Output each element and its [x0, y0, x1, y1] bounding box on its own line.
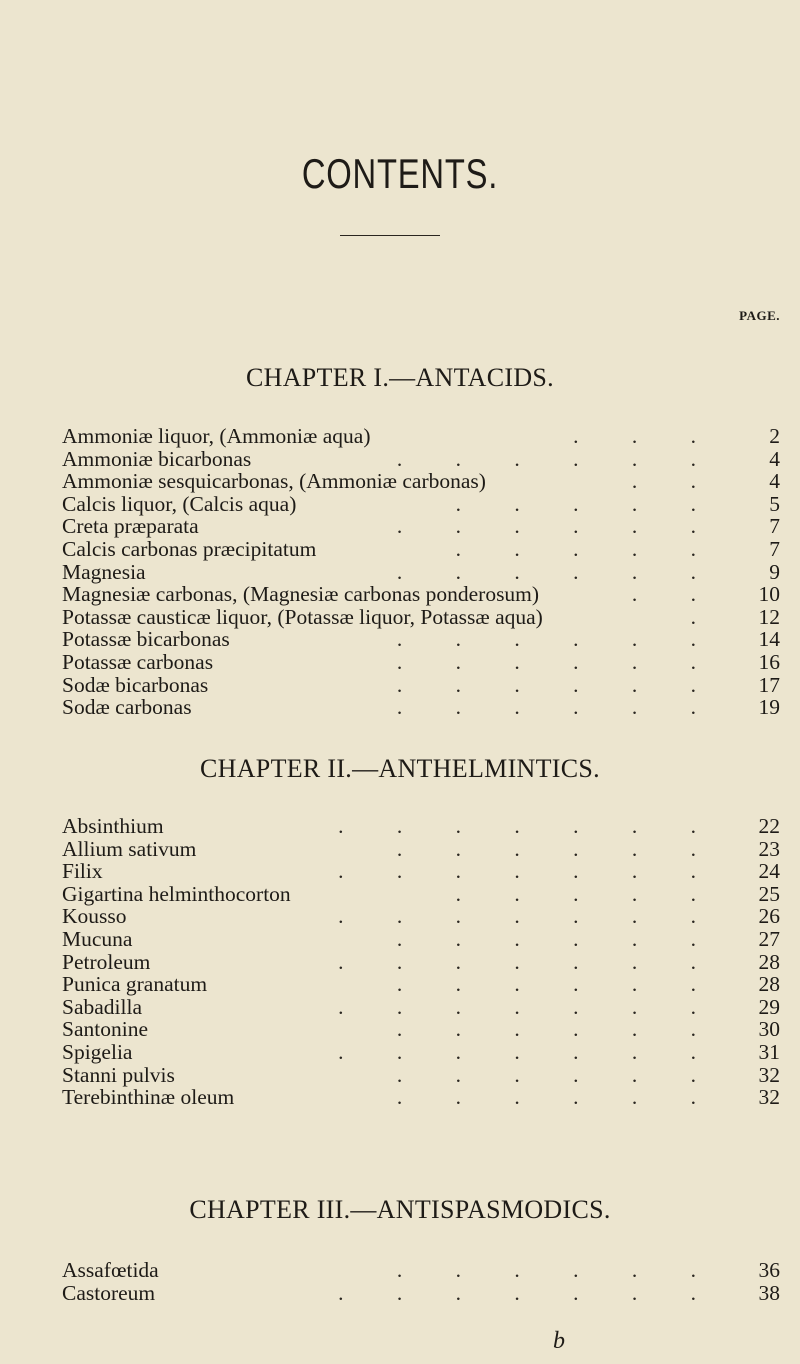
- entry-name: Magnesia: [62, 559, 146, 584]
- entry-page-number: 32: [758, 1062, 780, 1087]
- dot-leader: . . . . . . .: [338, 1039, 720, 1064]
- page-column-label: PAGE.: [739, 308, 780, 323]
- entry-page-number: 28: [758, 972, 780, 997]
- toc-entry: [62, 470, 780, 493]
- entry-name: Sodæ carbonas: [62, 695, 192, 720]
- entry-name: Creta præparata: [62, 514, 199, 539]
- toc-entry: [62, 860, 780, 883]
- toc-entry: [62, 973, 780, 996]
- chapter-heading: CHAPTER II.—ANTHELMINTICS.: [200, 754, 600, 783]
- dot-leader: . . . . . .: [396, 627, 720, 652]
- toc-entry: [62, 1282, 780, 1305]
- entry-page-number: 36: [758, 1258, 780, 1282]
- entry-name: Ammoniæ sesquicarbonas, (Ammoniæ carbonas): [62, 469, 486, 494]
- toc-entry: [62, 606, 780, 629]
- entry-page-number: 7: [769, 536, 780, 561]
- toc-entry: [62, 1018, 780, 1041]
- entry-page-number: 17: [758, 672, 780, 697]
- toc-entry: [62, 815, 780, 838]
- entry-page-number: 29: [758, 994, 780, 1019]
- entry-page-number: 24: [758, 859, 780, 884]
- entry-page-number: 19: [758, 695, 780, 720]
- entry-name: Magnesiæ carbonas, (Magnesiæ carbonas ponderosum): [62, 582, 540, 607]
- entry-name: Mucuna: [62, 926, 133, 951]
- entry-page-number: 4: [769, 446, 780, 471]
- entry-page-number: 26: [758, 904, 780, 929]
- toc-entry: [62, 561, 780, 584]
- entry-name: Potassæ causticæ liquor, (Potassæ liquor, Potassæ aqua): [62, 604, 543, 629]
- entry-name: Potassæ carbonas: [62, 649, 214, 674]
- dot-leader: . . . . . .: [396, 972, 720, 997]
- toc-entry: [62, 515, 780, 538]
- entry-page-number: 31: [758, 1039, 780, 1064]
- entry-page-number: 14: [758, 627, 780, 652]
- entry-page-number: 16: [758, 649, 780, 674]
- toc-entry: [62, 538, 780, 561]
- entry-page-number: 12: [758, 604, 780, 629]
- dot-leader: . . . . . .: [396, 1017, 720, 1042]
- dot-leader: . . . . . . .: [338, 949, 720, 974]
- entry-name: Santonine: [62, 1017, 148, 1042]
- dot-leader: . . . . . .: [396, 695, 720, 720]
- entry-page-number: 5: [769, 491, 780, 516]
- entry-page-number: 28: [758, 949, 780, 974]
- dot-leader: . . . . . .: [396, 514, 720, 539]
- entry-page-number: 9: [769, 559, 780, 584]
- entry-page-number: 27: [758, 926, 780, 951]
- dot-leader: . . . . . .: [396, 1085, 720, 1110]
- dot-leader: . . .: [573, 424, 720, 448]
- entry-name: Sodæ bicarbonas: [62, 672, 209, 697]
- dot-leader: . . . . . .: [396, 926, 720, 951]
- entry-name: Castoreum: [62, 1280, 156, 1305]
- dot-leader: . . . . . .: [396, 836, 720, 861]
- dot-leader: . . . . . .: [396, 1062, 720, 1087]
- toc-entry: [62, 628, 780, 651]
- dot-leader: . . . . .: [455, 881, 720, 906]
- entry-name: Sabadilla: [62, 994, 143, 1019]
- chapter-heading: CHAPTER I.—ANTACIDS.: [246, 363, 554, 392]
- entry-name: Calcis carbonas præcipitatum: [62, 536, 317, 561]
- entry-page-number: 25: [758, 881, 780, 906]
- dot-leader: . . . . . . .: [338, 859, 720, 884]
- dot-leader: . . . . . .: [396, 672, 720, 697]
- toc-entry: [62, 1041, 780, 1064]
- chapter-2-entries: [62, 815, 780, 1109]
- toc-entry: [62, 448, 780, 471]
- dot-leader: . . . . .: [455, 536, 720, 561]
- toc-entry: [62, 425, 780, 448]
- entry-name: Assafœtida: [62, 1258, 159, 1282]
- dot-leader: . . . . . . .: [338, 1280, 720, 1305]
- toc-entry: [62, 1086, 780, 1109]
- entry-page-number: 23: [758, 836, 780, 861]
- toc-entry: [62, 1259, 780, 1282]
- toc-entry: [62, 1064, 780, 1087]
- entry-page-number: 30: [758, 1017, 780, 1042]
- dot-leader: . .: [631, 469, 720, 494]
- page-title: CONTENTS.: [301, 150, 499, 197]
- dot-leader: . . . . . .: [396, 1258, 720, 1282]
- entry-page-number: 7: [769, 514, 780, 539]
- entry-name: Ammoniæ liquor, (Ammoniæ aqua): [62, 424, 371, 448]
- toc-entry: [62, 928, 780, 951]
- entry-page-number: 32: [758, 1085, 780, 1110]
- chapter-heading: CHAPTER III.—ANTISPASMODICS.: [189, 1195, 611, 1224]
- dot-leader: . . . . . .: [396, 446, 720, 471]
- signature-mark: b: [553, 1328, 565, 1354]
- entry-page-number: 38: [758, 1280, 780, 1305]
- entry-name: Calcis liquor, (Calcis aqua): [62, 491, 297, 516]
- entry-name: Ammoniæ bicarbonas: [62, 446, 252, 471]
- toc-entry: [62, 696, 780, 719]
- toc-entry: [62, 493, 780, 516]
- toc-entry: [62, 996, 780, 1019]
- entry-page-number: 22: [758, 814, 780, 838]
- entry-name: Gigartina helminthocorton: [62, 881, 291, 906]
- toc-entry: [62, 883, 780, 906]
- chapter-1-entries: [62, 425, 780, 719]
- dot-leader: . . . . . .: [396, 559, 720, 584]
- dot-leader: . . . . . . .: [338, 814, 720, 838]
- entry-name: Absinthium: [62, 814, 164, 838]
- entry-name: Spigelia: [62, 1039, 133, 1064]
- title-rule: [340, 235, 440, 236]
- entry-name: Punica granatum: [62, 972, 208, 997]
- entry-page-number: 10: [758, 582, 780, 607]
- dot-leader: . . . . . .: [396, 649, 720, 674]
- entry-name: Petroleum: [62, 949, 151, 974]
- chapter-3-entries: [62, 1259, 780, 1304]
- dot-leader: . .: [631, 582, 720, 607]
- dot-leader: . . . . .: [455, 491, 720, 516]
- toc-entry: [62, 651, 780, 674]
- entry-name: Filix: [62, 859, 103, 884]
- entry-name: Potassæ bicarbonas: [62, 627, 230, 652]
- toc-entry: [62, 838, 780, 861]
- toc-entry: [62, 674, 780, 697]
- entry-page-number: 2: [769, 424, 780, 448]
- entry-name: Stanni pulvis: [62, 1062, 175, 1087]
- dot-leader: . . . . . . .: [338, 904, 720, 929]
- entry-name: Allium sativum: [62, 836, 197, 861]
- entry-name: Kousso: [62, 904, 127, 929]
- entry-name: Terebinthinæ oleum: [62, 1085, 235, 1110]
- toc-entry: [62, 905, 780, 928]
- dot-leader: . . . . . . .: [338, 994, 720, 1019]
- entry-page-number: 4: [769, 469, 780, 494]
- toc-entry: [62, 583, 780, 606]
- toc-entry: [62, 951, 780, 974]
- dot-leader: .: [690, 604, 720, 629]
